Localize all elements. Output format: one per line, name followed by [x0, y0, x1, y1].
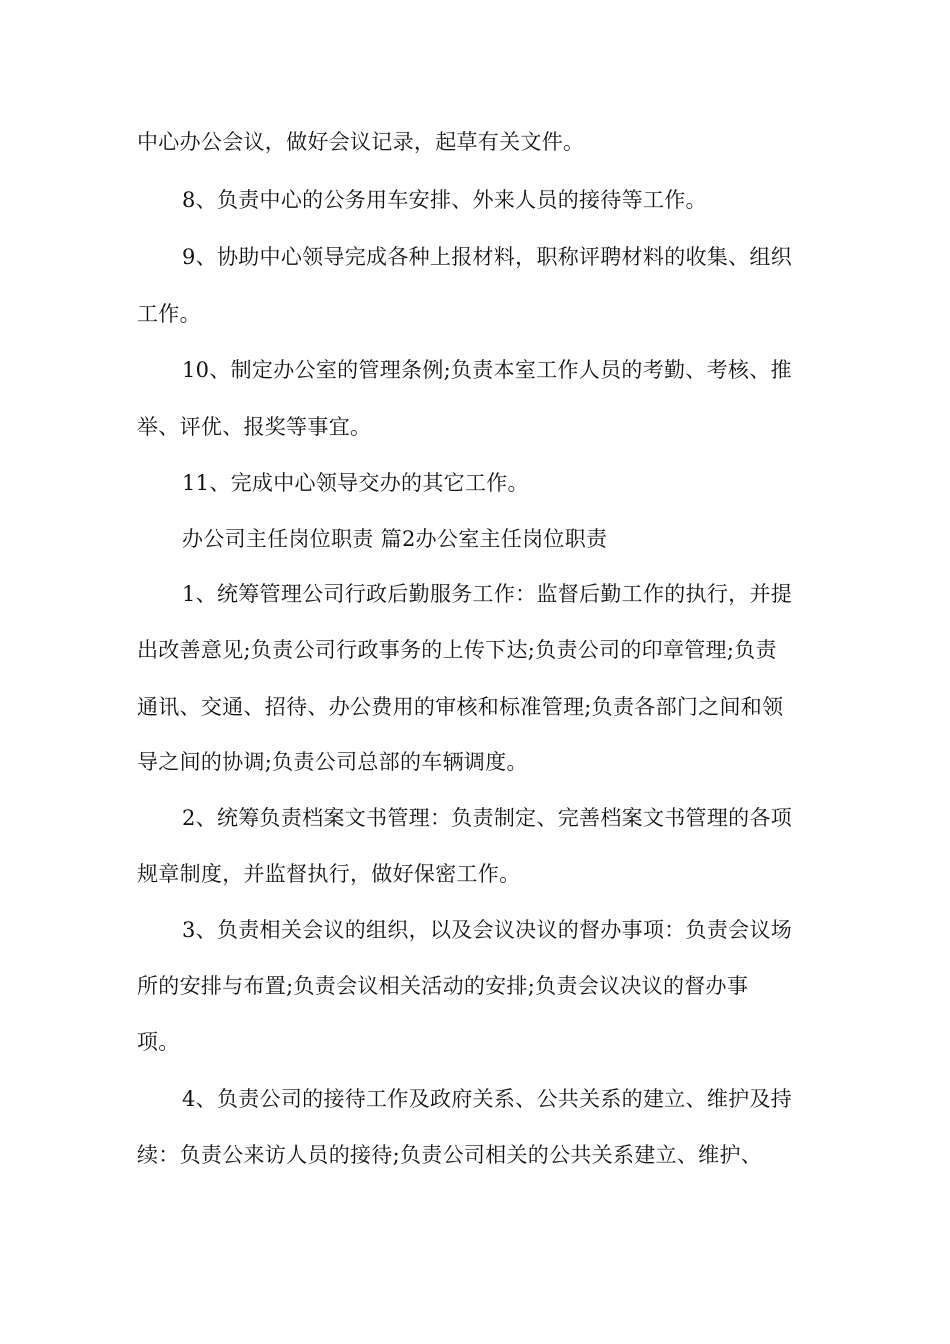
- text-line: 续：负责公来访人员的接待;负责公司相关的公共关系建立、维护、: [137, 1143, 763, 1167]
- text-line: 项。: [137, 1030, 180, 1054]
- text-line: 中心办公会议，做好会议记录，起草有关文件。: [137, 130, 585, 154]
- text-line: 11、完成中心领导交办的其它工作。: [182, 471, 529, 495]
- text-line: 通讯、交通、招待、办公费用的审核和标准管理;负责各部门之间和领: [137, 695, 784, 719]
- text-line: 9、协助中心领导完成各种上报材料，职称评聘材料的收集、组织: [182, 245, 793, 269]
- text-line: 导之间的协调;负责公司总部的车辆调度。: [137, 750, 528, 774]
- text-line: 8、负责中心的公务用车安排、外来人员的接待等工作。: [182, 188, 707, 212]
- text-line: 2、统筹负责档案文书管理：负责制定、完善档案文书管理的各项: [182, 806, 793, 830]
- text-line: 所的安排与布置;负责会议相关活动的安排;负责会议决议的督办事: [137, 974, 749, 998]
- text-line: 工作。: [137, 302, 201, 326]
- text-line: 3、负责相关会议的组织，以及会议决议的督办事项：负责会议场: [182, 918, 793, 942]
- section-heading: 办公司主任岗位职责 篇2办公室主任岗位职责: [182, 527, 608, 551]
- text-line: 举、评优、报奖等事宜。: [137, 415, 372, 439]
- text-line: 10、制定办公室的管理条例;负责本室工作人员的考勤、考核、推: [182, 358, 792, 382]
- text-line: 出改善意见;负责公司行政事务的上传下达;负责公司的印章管理;负责: [137, 638, 777, 662]
- text-line: 4、负责公司的接待工作及政府关系、公共关系的建立、维护及持: [182, 1087, 793, 1111]
- text-line: 规章制度，并监督执行，做好保密工作。: [137, 862, 521, 886]
- text-line: 1、统筹管理公司行政后勤服务工作：监督后勤工作的执行，并提: [182, 582, 793, 606]
